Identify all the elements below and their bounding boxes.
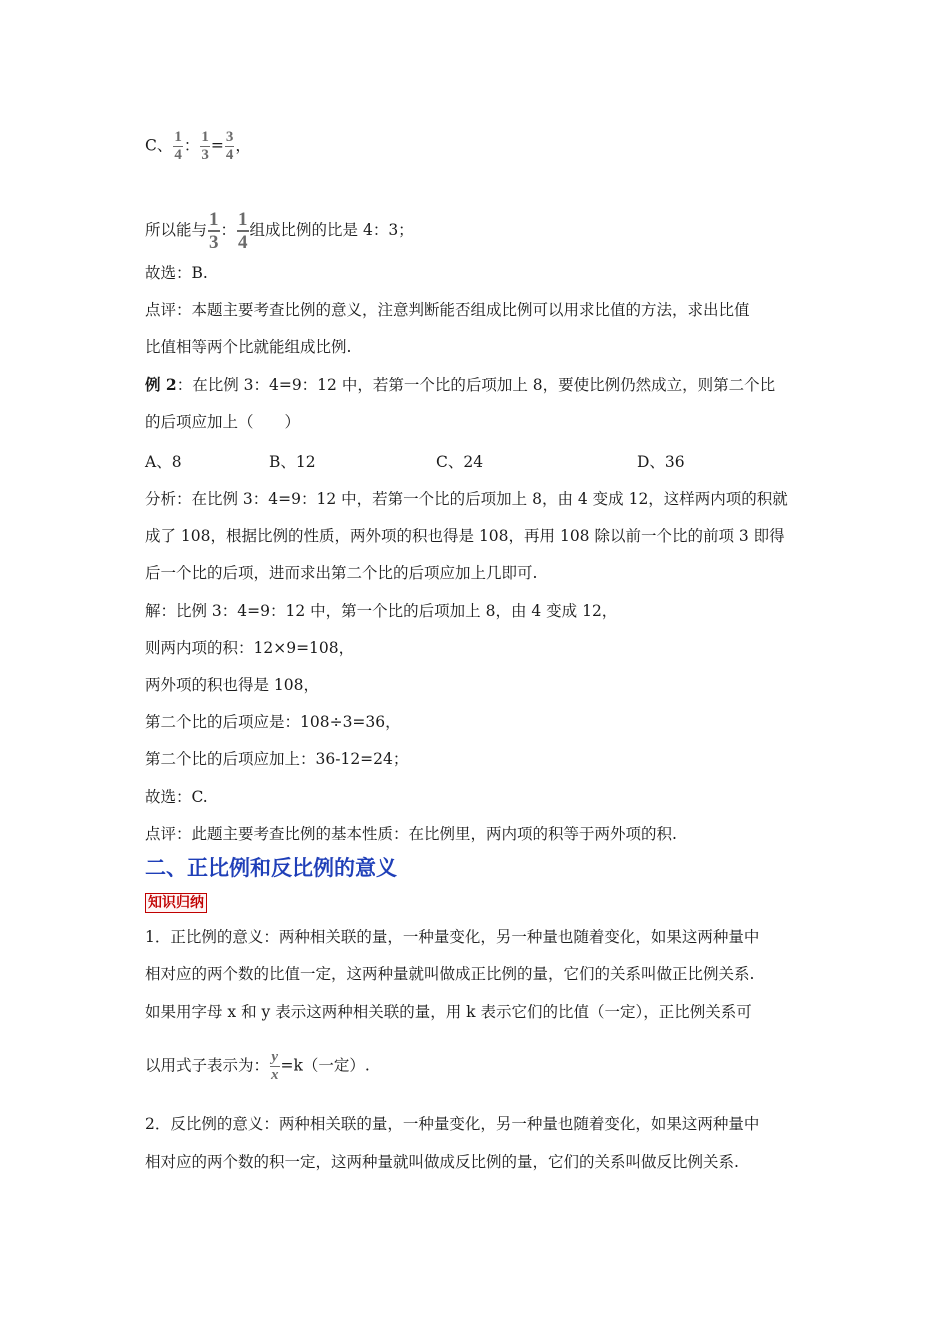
comment-line: 点评：本题主要考查比例的意义，注意判断能否组成比例可以用求比值的方法，求出比值 xyxy=(145,301,750,319)
fraction: $\frac{1}{4}$ xyxy=(238,209,248,253)
fraction: $\frac{3}{4}$ xyxy=(225,129,234,163)
section-heading: 二、正比例和反比例的意义 xyxy=(145,856,397,880)
option-b: B、12 xyxy=(269,453,316,471)
comment-line: 点评：此题主要考查比例的基本性质：在比例里，两内项的积等于两外项的积. xyxy=(145,825,677,843)
option-c-prefix: C、 xyxy=(145,136,173,155)
answer-line: 故选：B. xyxy=(145,264,208,282)
definition-line: 1．正比例的意义：两种相关联的量，一种量变化，另一种量也随着变化，如果这两种量中 xyxy=(145,928,760,946)
formula-line: 以用式子表示为： $\frac{y}{x}$ =k（一定）. xyxy=(145,1049,370,1083)
solution-line: 两外项的积也得是 108， xyxy=(145,676,320,694)
conclusion-line: 所以能与 $\frac{1}{3}$ ： $\frac{1}{4}$ 组成比例的比是 4：3； xyxy=(145,209,414,253)
comment-line: 比值相等两个比就能组成比例. xyxy=(145,338,352,356)
analysis-line: 分析：在比例 3：4=9：12 中，若第一个比的后项加上 8，由 4 变成 12，这样两内项的积就 xyxy=(145,490,788,508)
analysis-line: 后一个比的后项，进而求出第二个比的后项应加上几即可. xyxy=(145,564,538,582)
option-c-line: C、 $\frac{1}{4}$ ： $\frac{1}{3}$ = $\frac{3}{4}$ ， xyxy=(145,129,251,163)
fraction: $\frac{1}{3}$ xyxy=(201,129,209,163)
y-over-x-fraction: $\frac{y}{x}$ xyxy=(271,1049,279,1083)
solution-line: 第二个比的后项应是：108÷3=36， xyxy=(145,713,401,731)
knowledge-badge: 知识归纳 xyxy=(145,893,207,913)
option-d: D、36 xyxy=(637,453,685,471)
solution-line: 第二个比的后项应加上：36-12=24； xyxy=(145,750,409,768)
analysis-line: 成了 108，根据比例的性质，两外项的积也得是 108，再用 108 除以前一个比的前项 3 即得 xyxy=(145,527,785,545)
fraction: $\frac{1}{4}$ xyxy=(174,129,182,163)
option-c: C、24 xyxy=(436,453,484,471)
solution-line: 则两内项的积：12×9=108， xyxy=(145,639,355,657)
example-2-line: 例 2：在比例 3：4=9：12 中，若第一个比的后项加上 8，要使比例仍然成立，则第二个比 xyxy=(145,375,776,394)
definition-line: 2．反比例的意义：两种相关联的量，一种量变化，另一种量也随着变化，如果这两种量中 xyxy=(145,1115,760,1133)
definition-line: 相对应的两个数的比值一定，这两种量就叫做成正比例的量，它们的关系叫做正比例关系. xyxy=(145,965,755,983)
fraction: $\frac{1}{3}$ xyxy=(209,209,219,253)
definition-line: 如果用字母 x 和 y 表示这两种相关联的量，用 k 表示它们的比值（一定），正比例关系可 xyxy=(145,1003,752,1021)
option-a: A、8 xyxy=(145,453,182,471)
answer-line: 故选：C. xyxy=(145,788,208,806)
solution-line: 解：比例 3：4=9：12 中，第一个比的后项加上 8，由 4 变成 12， xyxy=(145,602,618,620)
example-label: 例 2 xyxy=(145,375,177,394)
definition-line: 相对应的两个数的积一定，这两种量就叫做成反比例的量，它们的关系叫做反比例关系. xyxy=(145,1153,739,1171)
example-2-line: 的后项应加上（ ） xyxy=(145,413,301,431)
